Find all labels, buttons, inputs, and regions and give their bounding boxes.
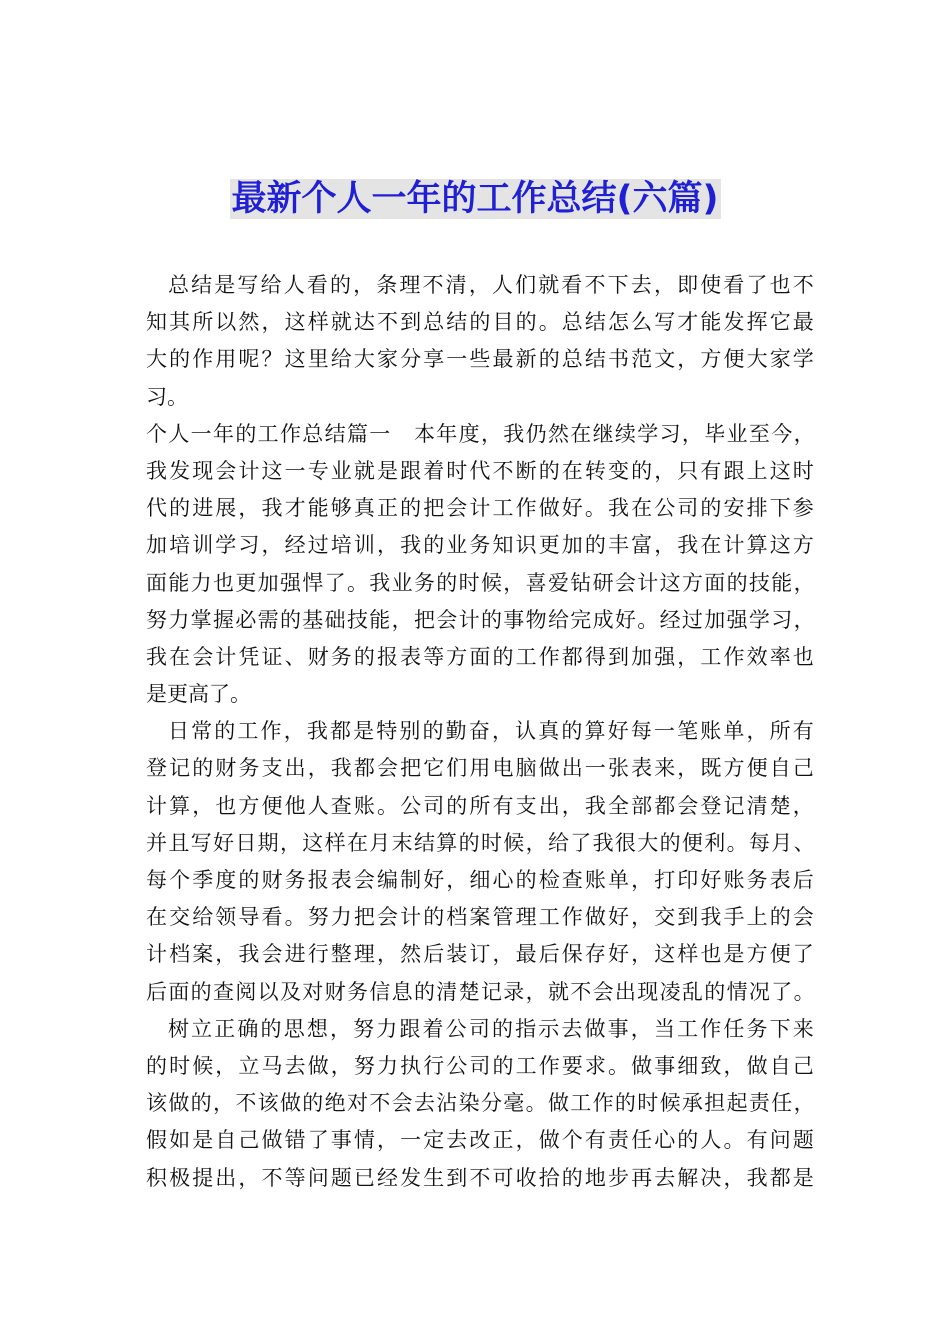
text-line: 并且写好日期，这样在月末结算的时候，给了我很大的便利。每月、 [146,830,816,855]
text-line: 我发现会计这一专业就是跟着时代不断的在转变的，只有跟上这时 [146,458,816,483]
text-line: 大的作用呢？这里给大家分享一些最新的总结书范文，方便大家学 [146,347,816,372]
text-line: 面能力也更加强悍了。我业务的时候，喜爱钻研会计这方面的技能， [146,570,816,595]
document-title [0,174,950,224]
text-line: 树立正确的思想，努力跟着公司的指示去做事，当工作任务下来 [168,1016,816,1041]
text-line: 总结是写给人看的，条理不清，人们就看不下去，即使看了也不 [168,273,816,297]
text-line: 在交给领导看。努力把会计的档案管理工作做好，交到我手上的会 [146,905,816,930]
text-line: 代的进展，我才能够真正的把会计工作做好。我在公司的安排下参 [146,496,816,521]
text-line: 后面的查阅以及对财务信息的清楚记录，就不会出现凌乱的情况了。 [146,979,816,1004]
document-title-text: 最新个人一年的工作总结(六篇) [231,179,719,219]
text-line: 该做的，不该做的绝对不会去沾染分毫。做工作的时候承担起责任， [146,1091,816,1116]
text-line: 知其所以然，这样就达不到总结的目的。总结怎么写才能发挥它最 [146,310,816,335]
text-line: 登记的财务支出，我都会把它们用电脑做出一张表来，既方便自己 [146,756,816,781]
document-body [146,267,816,1197]
text-line: 计算，也方便他人查账。公司的所有支出，我全部都会登记清楚， [146,793,816,818]
text-line: 加培训学习，经过培训，我的业务知识更加的丰富，我在计算这方 [146,533,816,558]
text-line: 每个季度的财务报表会编制好，细心的检查账单，打印好账务表后 [146,868,816,892]
text-line: 是更高了。 [146,682,251,707]
text-line: 假如是自己做错了事情，一定去改正，做个有责任心的人。有问题 [146,1128,816,1153]
text-line: 个人一年的工作总结篇一 本年度，我仍然在继续学习，毕业至今， [146,421,816,446]
text-line: 计档案，我会进行整理，然后装订，最后保存好，这样也是方便了 [146,942,816,967]
text-line: 努力掌握必需的基础技能，把会计的事物给完成好。经过加强学习， [146,607,816,632]
text-line: 习。 [146,384,188,409]
text-line: 积极提出，不等问题已经发生到不可收拾的地步再去解决，我都是 [146,1165,816,1190]
text-line: 的时候，立马去做，努力执行公司的工作要求。做事细致，做自己 [146,1053,816,1078]
text-line: 我在会计凭证、财务的报表等方面的工作都得到加强，工作效率也 [146,644,816,669]
text-line: 日常的工作，我都是特别的勤奋，认真的算好每一笔账单，所有 [168,719,816,744]
